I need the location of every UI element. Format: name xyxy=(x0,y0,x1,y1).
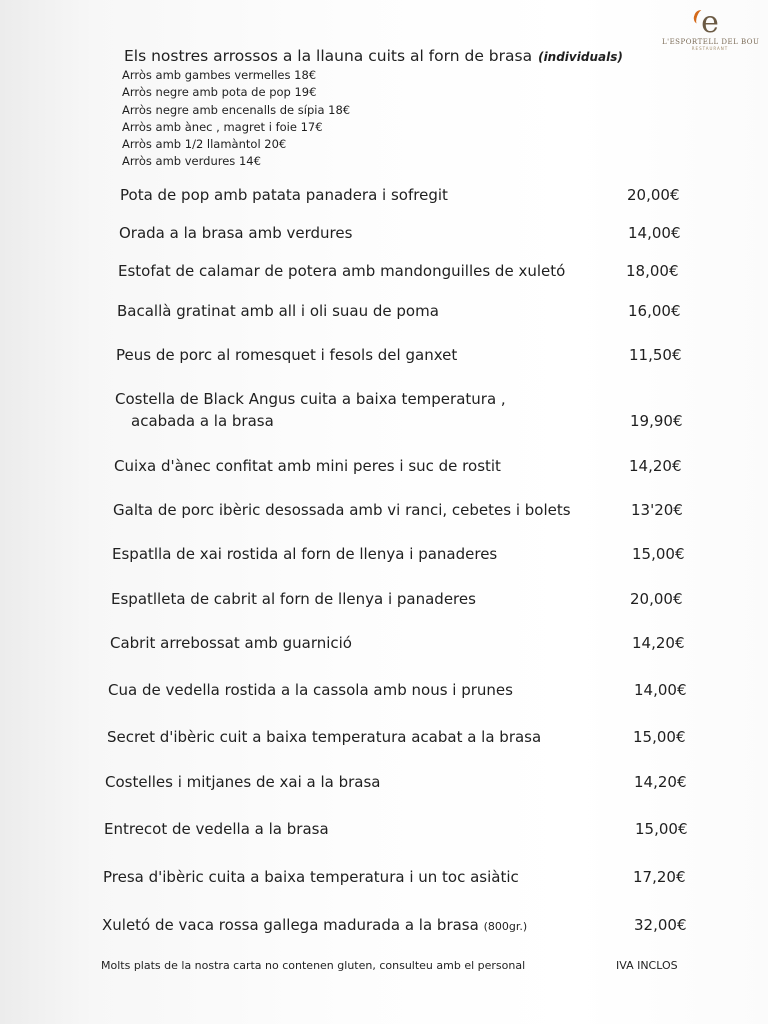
dish-price: 18,00€ xyxy=(626,262,679,280)
dish-price: 13'20€ xyxy=(631,501,683,519)
dish-name: Galta de porc ibèric desossada amb vi ranci, cebetes i bolets xyxy=(113,501,571,519)
dish-price: 32,00€ xyxy=(634,916,687,934)
rice-item: Arròs negre amb encenalls de sípia 18€ xyxy=(122,102,351,117)
dish-name-suffix: (800gr.) xyxy=(483,920,528,933)
rice-item: Arròs amb ànec , magret i foie 17€ xyxy=(122,119,323,134)
dish-name: Peus de porc al romesquet i fesols del ganxet xyxy=(116,346,458,364)
dish-price: 14,20€ xyxy=(632,634,685,652)
rice-item: Arròs negre amb pota de pop 19€ xyxy=(122,85,317,100)
logo-mark xyxy=(662,5,758,40)
dish-name xyxy=(102,916,527,934)
dish-name: Cabrit arrebossat amb guarnició xyxy=(110,634,352,652)
dish-price: 14,00€ xyxy=(634,681,687,699)
dish-name-continued: acabada a la brasa xyxy=(131,412,274,430)
dish-price: 14,20€ xyxy=(634,773,687,791)
rice-item: Arròs amb gambes vermelles 18€ xyxy=(122,68,317,82)
dish-name: Cua de vedella rostida a la cassola amb nous i prunes xyxy=(108,681,513,699)
dish-name: Espatlleta de cabrit al forn de llenya i panaderes xyxy=(111,590,476,608)
gluten-note: Molts plats de la nostra carta no contenen gluten, consulteu amb el personal xyxy=(101,959,526,972)
dish-name: Secret d'ibèric cuit a baixa temperatura acabat a la brasa xyxy=(107,728,542,746)
dish-name: Costella de Black Angus cuita a baixa temperatura , xyxy=(115,390,506,408)
dish-price: 17,20€ xyxy=(633,868,686,886)
rice-item: Arròs amb 1/2 llamàntol 20€ xyxy=(122,137,287,152)
dish-name: Pota de pop amb patata panadera i sofregit xyxy=(120,186,448,204)
dish-price: 20,00€ xyxy=(627,186,680,204)
dish-price: 20,00€ xyxy=(630,590,683,608)
rice-title-text: Els nostres arrossos a la llauna cuits al forn de brasa xyxy=(124,47,533,65)
dish-name: Presa d'ibèric cuita a baixa temperatura i un toc asiàtic xyxy=(103,868,519,886)
dish-name: Estofat de calamar de potera amb mandonguilles de xuletó xyxy=(118,262,566,280)
dish-name-text: Xuletó de vaca rossa gallega madurada a la brasa xyxy=(102,916,479,934)
rice-list xyxy=(122,67,350,171)
logo-letter: e xyxy=(701,5,719,40)
logo-subtitle: RESTAURANT xyxy=(691,46,729,51)
dish-name: Orada a la brasa amb verdures xyxy=(119,224,353,242)
dish-price: 15,00€ xyxy=(635,820,688,838)
vat-note: IVA INCLOS xyxy=(616,959,678,972)
dish-price: 14,00€ xyxy=(628,224,681,242)
rice-title-note: (individuals) xyxy=(538,50,623,64)
logo-name: L'ESPORTELL DEL BOU xyxy=(662,38,760,46)
restaurant-logo xyxy=(662,5,760,51)
dish-price: 16,00€ xyxy=(628,302,681,320)
dish-name: Espatlla de xai rostida al forn de llenya i panaderes xyxy=(112,545,498,563)
rice-item: Arròs amb verdures 14€ xyxy=(122,154,261,169)
dish-name: Costelles i mitjanes de xai a la brasa xyxy=(105,773,381,791)
dish-name: Cuixa d'ànec confitat amb mini peres i suc de rostit xyxy=(114,457,501,475)
dish-price: 14,20€ xyxy=(629,457,682,475)
dish-price: 19,90€ xyxy=(630,412,683,430)
dish-price: 11,50€ xyxy=(629,346,682,364)
dish-name: Entrecot de vedella a la brasa xyxy=(104,820,329,838)
dish-name: Bacallà gratinat amb all i oli suau de poma xyxy=(117,302,439,320)
dish-price: 15,00€ xyxy=(632,545,685,563)
rice-section-title xyxy=(124,47,623,65)
dish-price: 15,00€ xyxy=(633,728,686,746)
